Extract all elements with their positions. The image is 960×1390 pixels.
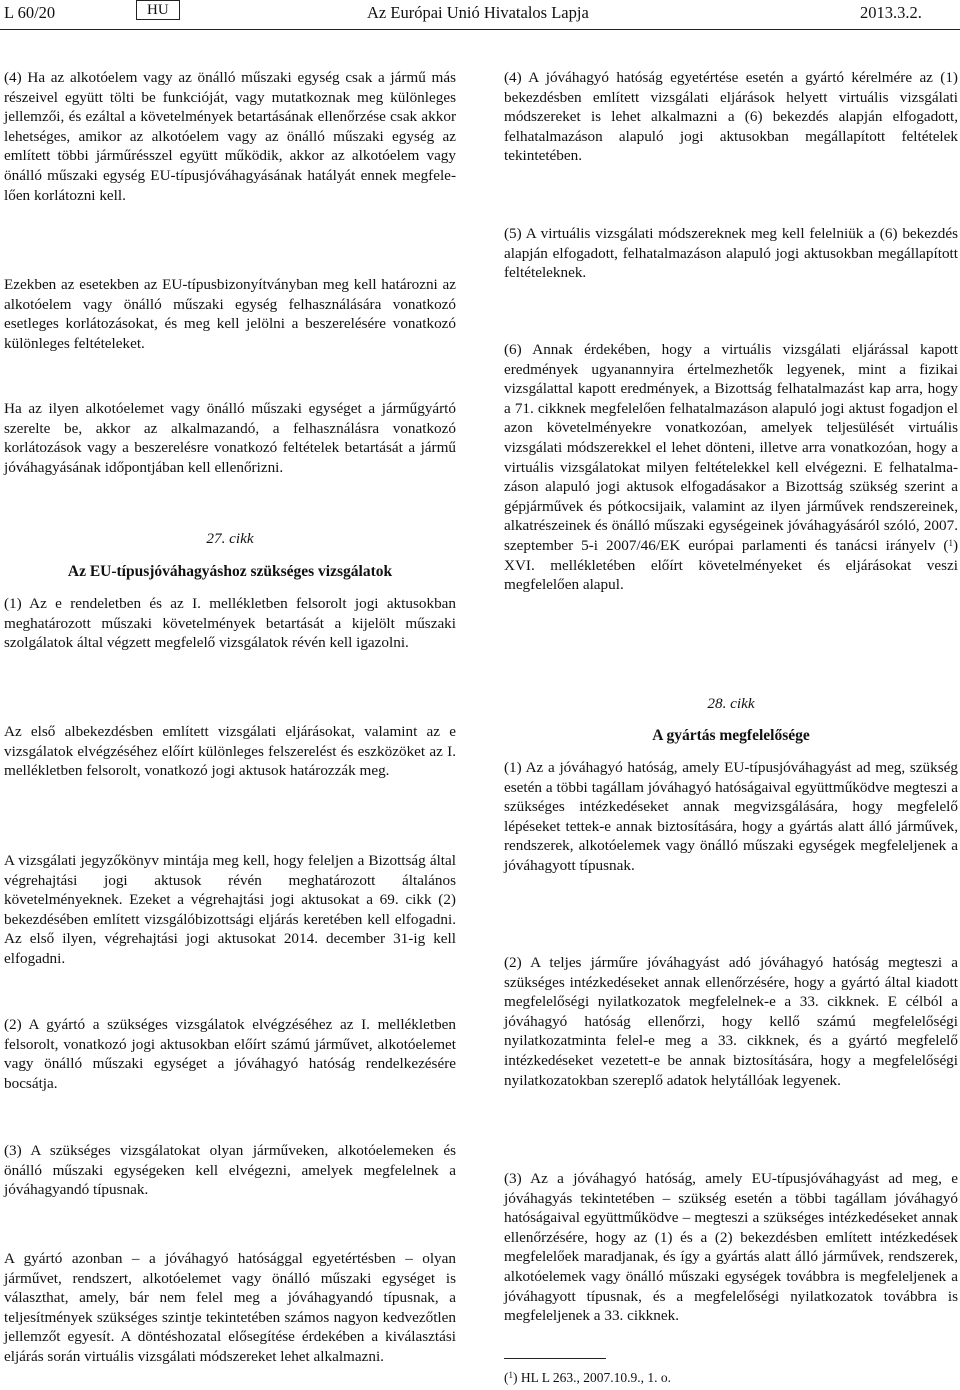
paragraph: (3) A szükséges vizsgálatokat olyan járműveken, alkotóelemeken és önálló műszaki egységeken kell elvégezni, amelyek megfelelnek a jóváhagyandó típusnak.	[4, 1142, 456, 1199]
paragraph: Ezekben az esetekben az EU-típusbizonyítványban meg kell határozni az alkotóelem vagy önálló műszaki egység felhasználására vonatkozó esetleges korlátozásokat, és meg kell jelölni a beszerelésére vonatkozó különleges feltételeket.	[4, 276, 456, 352]
footnote: ($^1$) HL L 263., 2007.10.9., 1. o.	[504, 1370, 671, 1385]
article-number: 28. cikk	[707, 695, 755, 712]
paragraph: Az első albekezdésben említett vizsgálati eljárásokat, valamint az e vizsgálatok elvégzéséhez előírt különleges felszerelést és eszközöket az I. mellékletben felsorolt, vonatkozó jogi aktusok határozzák meg.	[4, 723, 456, 780]
paragraph: Ha az ilyen alkotóelemet vagy önálló műszaki egységet a járműgyártó szerelte be, akkor az alkalmazandó, a felhasználásra vonatkozó korlátozások vagy a beszerelésre vonatkozó feltételek betartását a jármű jóváhagyásának időpontjában kell ellenőrizni.	[4, 400, 456, 476]
paragraph: (5) A virtuális vizsgálati módszereknek meg kell felelniük a (6) bekezdés alapján elfogadott, felhatalmazáson alapuló jogi aktusokban megállapított feltételeknek.	[504, 225, 958, 282]
paragraph: (6) Annak érdekében, hogy a virtuális vizsgálati eljárással kapott eredmények ugyanannyira értelmezhetők legyenek, mint a fizikai vizsgálattal kapott eredmények, a Bizottság felhatalmazást kap arra, hogy a 71. cikknek megfelelően felhatalmazáson alapuló jogi aktust fogadjon el azon követelményekre vonatkozóan, amelyek teljesülését virtuális vizsgálati módszerekkel el lehet dönteni, illetve arra vonatkozóan, hogy a virtuális vizsgálatokat milyen feltételekkel kell elvégezni. E felhatalmazáson alapuló jogi aktusok elfogadásakor a Bizottság szükség szerint a gépjárművek és pótkocsijaik, valamint az ilyen járművek rendszereinek, alkatrészeinek és önálló műszaki egységeinek jóváhagyásáról szóló, 2007. szeptember 5-i 2007/46/EK európai parlamenti és tanácsi irányelv ($^1$) XVI. mellékletében előírt követelményeket és eljárásokat veszi megfelelően alapul.	[504, 341, 958, 594]
page-number: L 60/20	[4, 3, 56, 22]
header-rule	[0, 29, 960, 30]
paragraph: A gyártó azonban – a jóváhagyó hatósággal egyetértésben – olyan járművet, rendszert, alkotóelemet vagy önálló műszaki egységet is választhat, amely, bár nem felel meg a jóváhagyandó típusnak, a teljesítmények szükséges szintje tekintetében számos nagyon kedvezőtlen jellemzőt egyesít. A döntéshozatal elősegítése érdekében a kiválasztási eljárás során virtuális vizsgálati módszereket lehet alkalmazni.	[4, 1250, 456, 1365]
article-title: Az EU-típusjóváhagyáshoz szükséges vizsgálatok	[67, 563, 393, 580]
paragraph: (3) Az a jóváhagyó hatóság, amely EU-típusjóváhagyást ad meg, e jóváhagyás tekintetében – szükség esetén a többi tagállam jóváhagyó hatóságaival együttműködve – megteszi a szükséges intézkedéseket annak ellenőrzésére, hogy az (1) és a (2) bekezdésben említett intézkedések megfelelőek maradjanak, és így a gyártás alatt álló járművek, rendszerek, alkotóelemek vagy önálló műszaki egységek továbbra is megfeleljenek a jóváhagyott típusnak, és a megfelelőségi nyilatkozatok továbbra is megfeleljenek a 33. cikknek.	[504, 1170, 958, 1325]
paragraph: (4) Ha az alkotóelem vagy az önálló műszaki egység csak a jármű más részeivel együtt tölti be funkcióját, vagy mutatkoznak meg különleges jellemzői, és ezáltal a követelmények betartásának ellenőrzése csak akkor lehetséges, amikor az alkotóelem vagy az önálló műszaki egység az említett többi járműrésszel együtt működik, akkor az alkotóelem vagy önálló műszaki egység EU-típusjóváhagyásának hatályát ennek megfelelően korlátozni kell.	[4, 69, 456, 204]
paragraph: (2) A teljes járműre jóváhagyást adó jóváhagyó hatóság megteszi a szükséges intézkedéseket annak ellenőrzésére, hogy a gyártó által kiadott megfelelőségi nyilatkozatok megfelelnek-e a 33. cikknek. E célból a jóváhagyó hatóság ellenőrzi, hogy kellő számú megfelelőségi nyilatkozatminta felel-e meg a 33. cikknek, és a gyártó megfelelő intézkedéseket vezetett-e be annak biztosítására, hogy a megfelelőségi nyilatkozatokban szereplő adatok helytállóak legyenek.	[504, 954, 958, 1089]
footnote-reference: 1	[948, 537, 953, 548]
paragraph: (4) A jóváhagyó hatóság egyetértése esetén a gyártó kérelmére az (1) bekezdésben említett vizsgálati eljárások helyett virtuális vizsgálati módszereket is lehet alkalmazni a (6) bekezdés alapján elfogadott, felhatalmazáson alapuló jogi aktusokban megállapított feltételek tekintetében.	[504, 69, 958, 165]
page-header	[0, 0, 960, 30]
journal-title: Az Európai Unió Hivatalos Lapja	[367, 3, 589, 22]
language-badge: HU	[136, 0, 180, 20]
paragraph: (2) A gyártó a szükséges vizsgálatok elvégzéséhez az I. mellékletben felsorolt, vonatkozó jogi aktusokban előírt számú járművet, alkotóelemet vagy önálló műszaki egységet a jóváhagyó hatóság rendelkezésére bocsátja.	[4, 1016, 456, 1092]
paragraph: A vizsgálati jegyzőkönyv mintája meg kell, hogy feleljen a Bizottság által végrehajtási jogi aktusok révén meghatározott általános követelményeknek. Ezeket a végrehajtási jogi aktusokat a 69. cikk (2) bekezdésében említett vizsgálóbizottsági eljárás keretében kell elfogadni. Az első ilyen, végrehajtási jogi aktusokat 2014. december 31-ig kell elfogadni.	[4, 852, 456, 967]
article-number: 27. cikk	[206, 530, 254, 547]
paragraph: (1) Az a jóváhagyó hatóság, amely EU-típusjóváhagyást ad meg, szükség esetén a többi tagállam jóváhagyó hatóságaival együttműködve megteszi a szükséges intézkedéseket annak megvizsgálására, hogy megfelelő lépéseket tettek-e annak biztosítására, hogy a gyártás alatt álló járművek, rendszerek, alkotóelemek vagy önálló műszaki egységek megfeleljenek a jóváhagyott típusnak.	[504, 759, 958, 874]
footnote-rule	[504, 1358, 606, 1359]
paragraph: (1) Az e rendeletben és az I. mellékletben felsorolt jogi aktusokban meghatározott műszaki követelmények betartását a kijelölt műszaki szolgálatok által végzett megfelelő vizsgálatok révén kell igazolni.	[4, 595, 456, 652]
article-title: A gyártás megfelelősége	[652, 727, 810, 744]
issue-date: 2013.3.2.	[860, 3, 922, 22]
